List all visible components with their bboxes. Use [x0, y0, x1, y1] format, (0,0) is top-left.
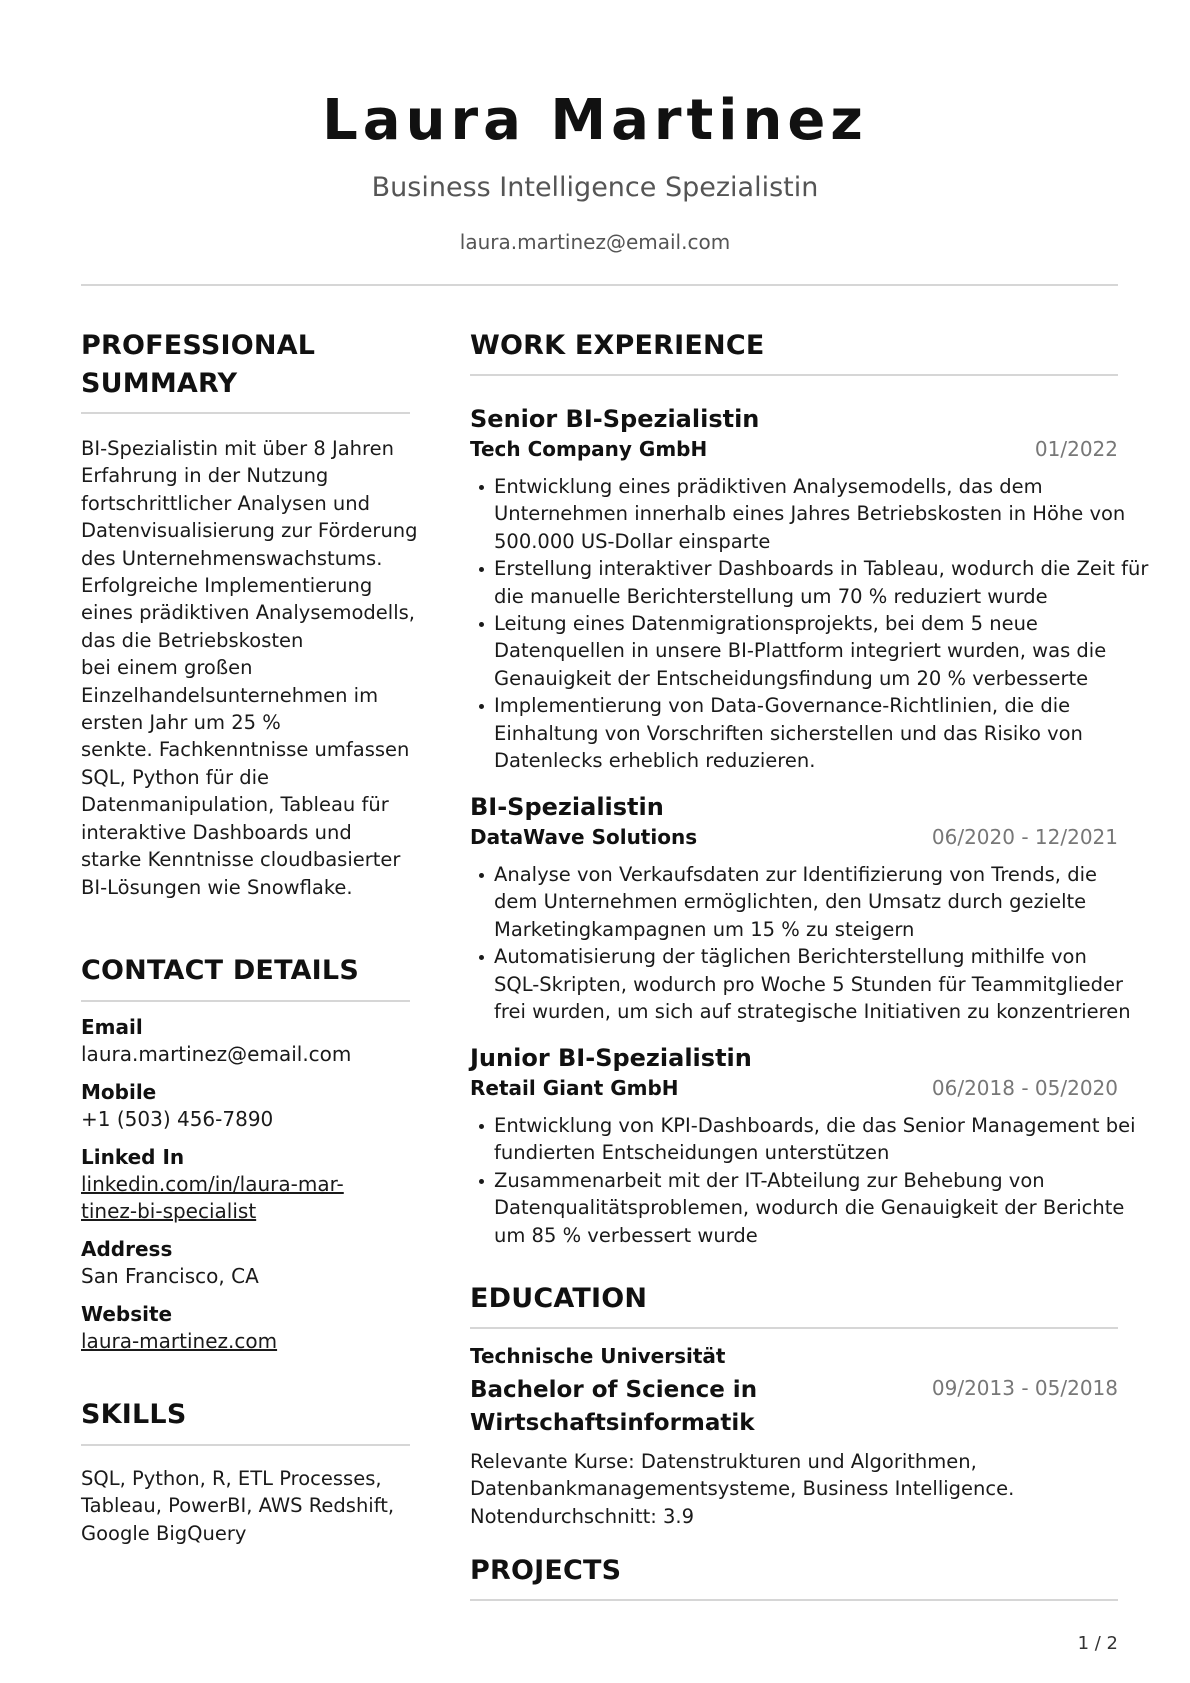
bullet-dot-icon: [479, 1124, 484, 1129]
page-number: 1 / 2: [1077, 1633, 1118, 1654]
projects-divider: [470, 1599, 1118, 1601]
bullet-line: Erstellung interaktiver Dashboards in Tableau, wodurch die Zeit für: [494, 557, 1149, 581]
skills-heading: SKILLS: [81, 1399, 187, 1430]
job-bullets: [470, 1112, 1136, 1249]
skills-line: Tableau, PowerBI, AWS Redshift,: [81, 1494, 395, 1518]
bullet-line: um 85 % verbessert wurde: [494, 1223, 758, 1247]
education-details: [470, 1448, 1118, 1530]
mobile-label: Mobile: [81, 1080, 157, 1104]
bullet-line: Marketingkampagnen um 15 % zu steigern: [494, 917, 915, 941]
email-value[interactable]: laura.martinez@email.com: [81, 1042, 352, 1066]
bullet-line: Genauigkeit der Entscheidungsfindung um 20 % verbesserte: [494, 666, 1089, 690]
bullet-item: [470, 1167, 1125, 1249]
summary-line: eines prädiktiven Analysemodells,: [81, 601, 415, 625]
bullet-line: Entwicklung eines prädiktiven Analysemodells, das dem: [494, 475, 1043, 498]
bullet-line: 500.000 US-Dollar einsparte: [494, 529, 771, 553]
education-date: 09/2013 - 05/2018: [931, 1376, 1118, 1400]
bullet-line: frei wurden, um sich auf strategische Initiativen zu konzentrieren: [494, 1000, 1131, 1024]
job-title-header: Business Intelligence Spezialistin: [371, 172, 819, 203]
bullet-line: Leitung eines Datenmigrationsprojekts, bei dem 5 neue: [494, 612, 1038, 636]
bullet-line: Datenlecks erheblich reduzieren.: [494, 749, 816, 773]
bullet-dot-icon: [479, 955, 484, 960]
job-bullets: [470, 861, 1131, 1025]
education-detail-line: Relevante Kurse: Datenstrukturen und Algorithmen,: [470, 1450, 977, 1473]
skills-line: SQL, Python, R, ETL Processes,: [81, 1467, 382, 1490]
bullet-dot-icon: [479, 485, 484, 490]
address-label: Address: [81, 1237, 173, 1261]
job-bullets: [470, 473, 1149, 774]
contact-heading: CONTACT DETAILS: [81, 955, 359, 986]
summary-line: Erfolgreiche Implementierung: [81, 574, 373, 598]
job-title: BI-Spezialistin: [470, 793, 664, 821]
company-name: Tech Company GmbH: [470, 437, 708, 461]
linkedin-link-line1[interactable]: linkedin.com/in/laura-mar-: [81, 1172, 344, 1196]
skills-divider: [81, 1444, 410, 1446]
skills-line: Google BigQuery: [81, 1521, 247, 1545]
skills-text: [81, 1465, 410, 1547]
school-name: Technische Universität: [470, 1344, 726, 1368]
summary-line: bei einem großen: [81, 656, 253, 680]
education-divider: [470, 1327, 1118, 1329]
work-heading: WORK EXPERIENCE: [470, 330, 765, 361]
job-title: Junior BI-Spezialistin: [470, 1044, 752, 1072]
summary-line: BI-Spezialistin mit über 8 Jahren: [81, 437, 394, 460]
bullet-item: [470, 555, 1149, 610]
degree-line2: Wirtschaftsinformatik: [470, 1410, 755, 1436]
summary-line: senkte. Fachkenntnisse umfassen: [81, 738, 410, 762]
bullet-line: dem Unternehmen ermöglichten, den Umsatz durch gezielte: [494, 890, 1087, 914]
summary-text: [81, 435, 418, 901]
bullet-item: [470, 473, 1126, 555]
bullet-line: Datenqualitätsproblemen, wodurch die Genauigkeit der Berichte: [494, 1196, 1125, 1220]
bullet-line: SQL-Skripten, wodurch pro Woche 5 Stunden für Teammitglieder: [494, 972, 1124, 996]
job-date: 06/2020 - 12/2021: [931, 825, 1118, 849]
summary-line: das die Betriebskosten: [81, 628, 304, 652]
bullet-dot-icon: [479, 1179, 484, 1184]
job-date: 06/2018 - 05/2020: [931, 1076, 1118, 1100]
summary-heading-line1: PROFESSIONAL: [81, 330, 316, 361]
summary-line: des Unternehmenswachstums.: [81, 546, 383, 570]
bullet-dot-icon: [479, 622, 484, 627]
summary-line: Einzelhandelsunternehmen im: [81, 683, 379, 707]
linkedin-link-line2[interactable]: tinez-bi-specialist: [81, 1199, 257, 1223]
bullet-line: die manuelle Berichterstellung um 70 % reduziert wurde: [494, 584, 1048, 608]
bullet-item: [470, 861, 1118, 943]
bullet-line: Analyse von Verkaufsdaten zur Identifizierung von Trends, die: [494, 863, 1097, 886]
projects-heading: PROJECTS: [470, 1555, 622, 1586]
header-divider: [81, 284, 1118, 286]
company-name: DataWave Solutions: [470, 825, 698, 849]
bullet-line: Implementierung von Data-Governance-Richtlinien, die die: [494, 694, 1071, 718]
linkedin-label: Linked In: [81, 1145, 185, 1169]
summary-line: BI-Lösungen wie Snowflake.: [81, 875, 353, 899]
header-email[interactable]: laura.martinez@email.com: [459, 230, 731, 254]
job-title: Senior BI-Spezialistin: [470, 405, 760, 433]
bullet-line: Automatisierung der täglichen Berichterstellung mithilfe von: [494, 945, 1087, 969]
bullet-dot-icon: [479, 567, 484, 572]
summary-line: Erfahrung in der Nutzung: [81, 464, 329, 488]
website-link[interactable]: laura-martinez.com: [81, 1329, 278, 1353]
company-name: Retail Giant GmbH: [470, 1076, 679, 1100]
degree-line1: Bachelor of Science in: [470, 1377, 758, 1403]
summary-line: fortschrittlicher Analysen und: [81, 491, 370, 515]
summary-divider: [81, 412, 410, 414]
summary-line: interaktive Dashboards und: [81, 820, 352, 844]
mobile-value[interactable]: +1 (503) 456-7890: [81, 1107, 274, 1131]
bullet-line: Datenquellen in unsere BI-Plattform integriert wurden, was die: [494, 639, 1107, 663]
contact-divider: [81, 1000, 410, 1002]
summary-heading: [81, 327, 315, 403]
bullet-dot-icon: [479, 873, 484, 878]
bullet-line: fundierten Entscheidungen unterstützen: [494, 1141, 890, 1165]
website-label: Website: [81, 1302, 173, 1326]
email-label: Email: [81, 1015, 143, 1039]
bullet-dot-icon: [479, 704, 484, 709]
summary-line: ersten Jahr um 25 %: [81, 711, 281, 735]
summary-line: starke Kenntnisse cloudbasierter: [81, 848, 401, 872]
bullet-item: [470, 943, 1131, 1025]
bullet-item: [470, 610, 1118, 692]
bullet-item: [470, 1112, 1136, 1167]
bullet-line: Unternehmen innerhalb eines Jahres Betriebskosten in Höhe von: [494, 502, 1126, 526]
summary-line: Datenmanipulation, Tableau für: [81, 793, 389, 817]
job-date: 01/2022: [1034, 437, 1118, 461]
summary-line: Datenvisualisierung zur Förderung: [81, 519, 418, 543]
bullet-line: Einhaltung von Vorschriften sicherstellen und das Risiko von: [494, 721, 1083, 745]
education-detail-line: Datenbankmanagementsysteme, Business Intelligence.: [470, 1477, 1015, 1501]
address-value: San Francisco, CA: [81, 1264, 259, 1288]
summary-heading-line2: SUMMARY: [81, 368, 238, 399]
education-detail-line: Notendurchschnitt: 3.9: [470, 1504, 695, 1528]
candidate-name: Laura Martinez: [322, 88, 868, 153]
summary-line: SQL, Python für die: [81, 765, 270, 789]
bullet-item: [470, 692, 1118, 774]
bullet-line: Entwicklung von KPI-Dashboards, die das Senior Management bei: [494, 1114, 1136, 1137]
education-heading: EDUCATION: [470, 1283, 648, 1314]
work-divider: [470, 374, 1118, 376]
bullet-line: Zusammenarbeit mit der IT-Abteilung zur Behebung von: [494, 1168, 1045, 1192]
